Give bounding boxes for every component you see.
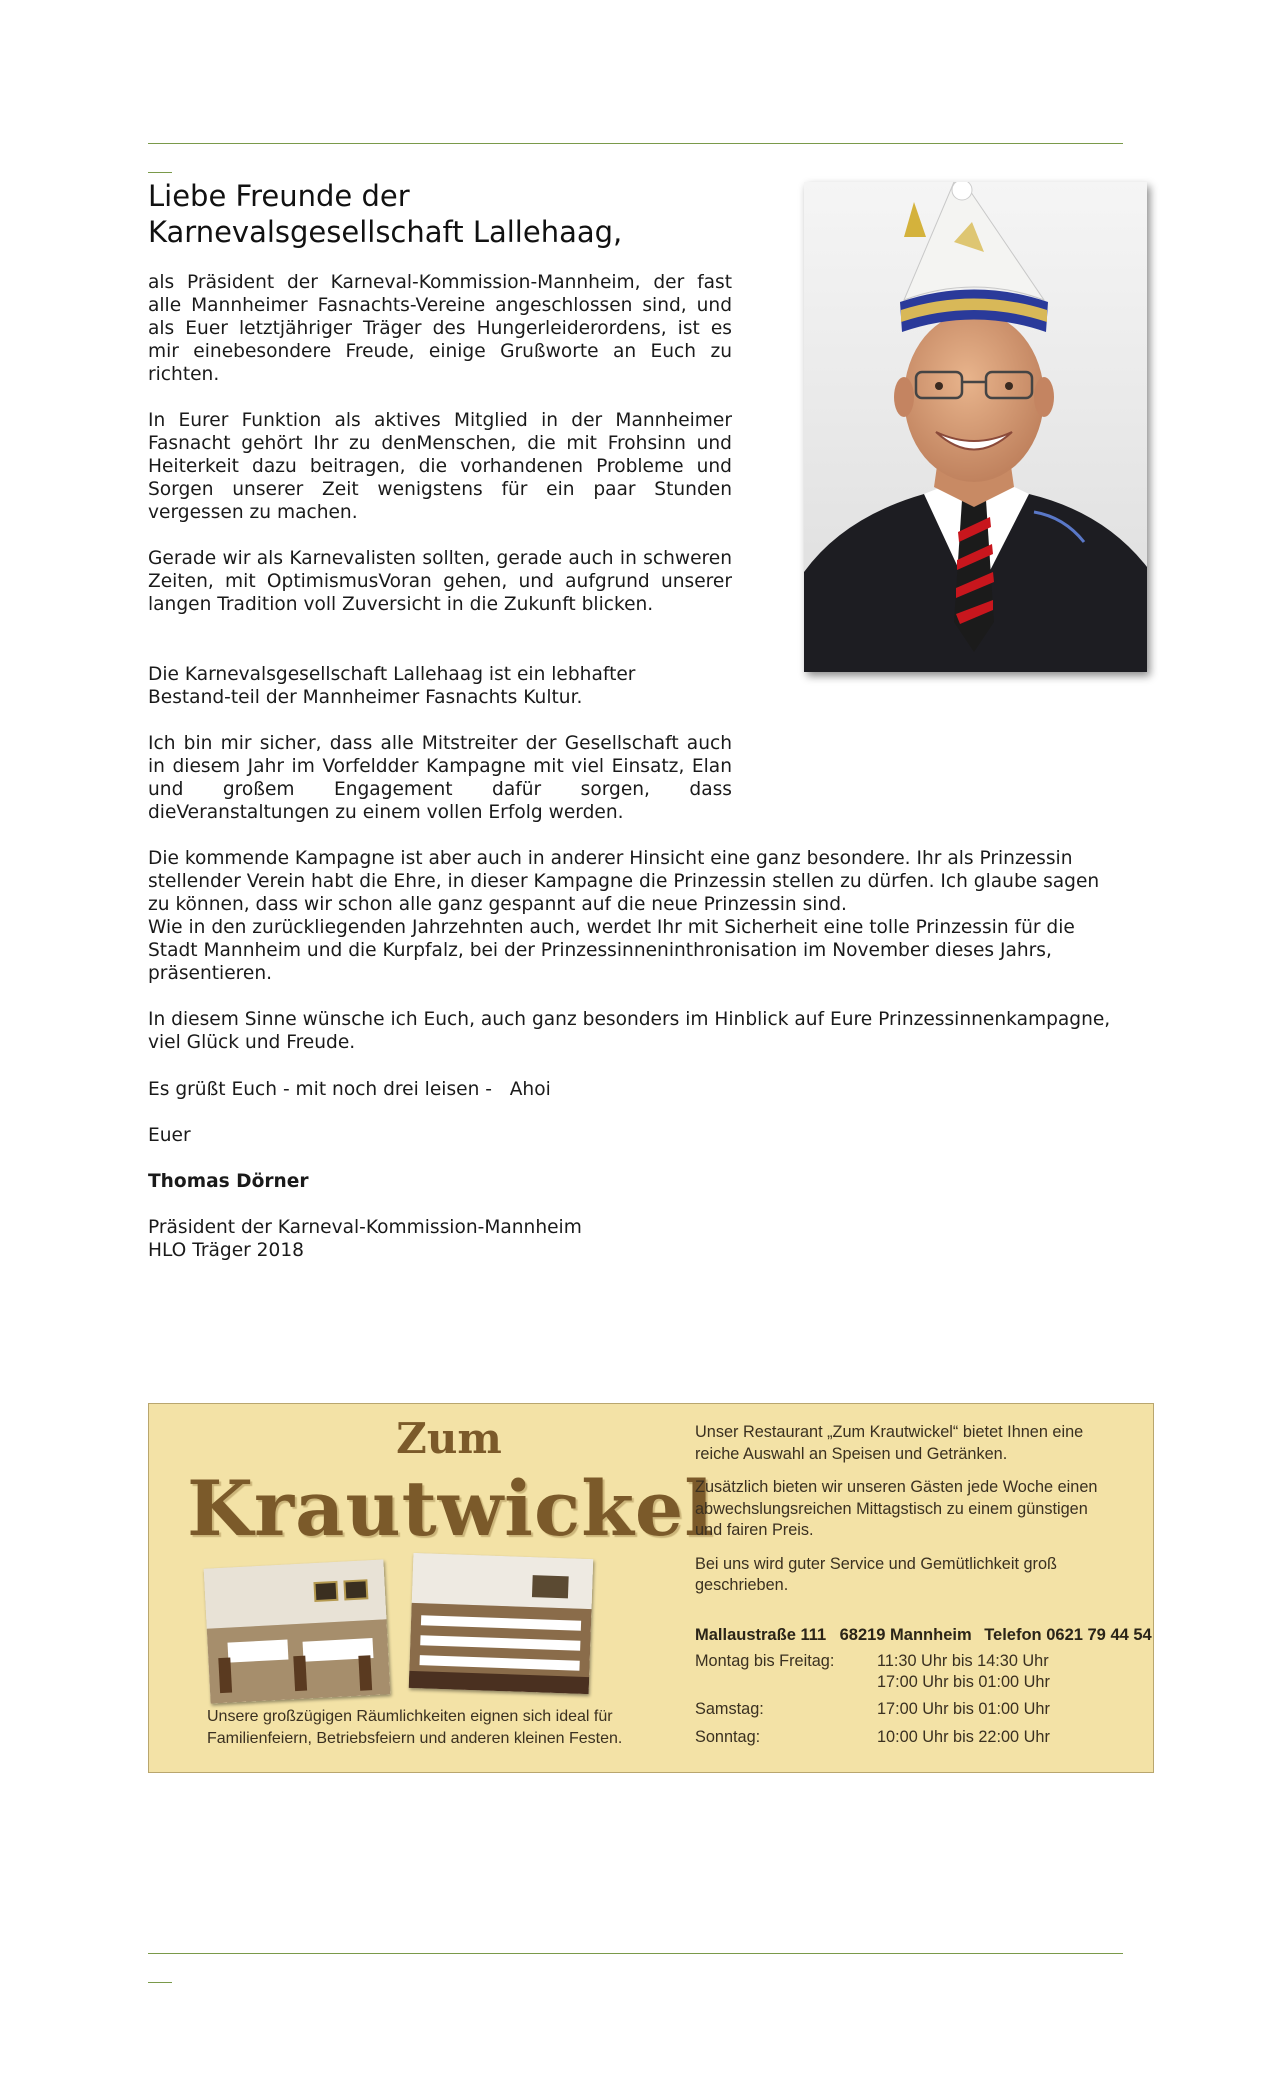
ad-text-2-line-2: abwechslungsreichen Mittagstisch zu einem günstigen [695,1499,1088,1518]
ad-text-1 [695,1422,1135,1465]
ad-caption-line-2: Familienfeiern, Betriebsfeiern und anderen kleinen Festen. [207,1730,623,1747]
paragraph-4-line-1: Die Karnevalsgesellschaft Lallehaag ist ein lebhafter [148,664,636,685]
hours-saturday-time: 17:00 Uhr bis 01:00 Uhr [877,1700,1050,1718]
paragraph-6 [148,847,1133,985]
ad-description [695,1422,1135,1609]
hours-sunday-time: 10:00 Uhr bis 22:00 Uhr [877,1728,1050,1746]
paragraph-6-line-4: Wie in den zurückliegenden Jahrzehnten auch, werdet Ihr mit Sicherheit eine tolle Prinzessin für die [148,917,1075,938]
top-divider [148,143,1123,144]
paragraph-1: als Präsident der Karneval-Kommission-Mannheim, der fast alle Mannheimer Fasnachts-Vereine angeschlossen sind, und als Euer letztjähriger Träger des Hungerleiderordens, ist es mir einebesondere Freude, einige Grußworte an Euch zu richten. [148,272,732,385]
paragraph-2: In Eurer Funktion als aktives Mitglied in der Mannheimer Fasnacht gehört Ihr zu denMenschen, die mit Frohsinn und Heiterkeit dazu beitragen, die vorhandenen Probleme und Sorgen unserer Zeit wenigstens für ein paar Stunden vergessen zu machen. [148,410,732,523]
paragraph-5: Ich bin mir sicher, dass alle Mitstreiter der Gesellschaft auch in diesem Jahr im Vorfeldder Kampagne mit viel Einsatz, Elan und großem Engagement dafür sorgen, dass dieVeranstaltungen zu einem vollen Erfolg werden. [148,733,732,823]
hours-saturday-label: Samstag: [695,1700,764,1718]
ad-text-1-line-1: Unser Restaurant „Zum Krautwickel“ bietet Ihnen eine [695,1423,1084,1441]
restaurant-interior-icon [204,1559,391,1703]
paragraph-6-line-6: präsentieren. [148,963,273,984]
ad-text-2-line-3: und fairen Preis. [695,1521,814,1539]
signature-subtitle: HLO Träger 2018 [148,1240,305,1261]
ad-caption-line-1: Unsere großzügigen Räumlichkeiten eignen sich ideal für [207,1708,613,1725]
ad-text-2-line-1: Zusätzlich bieten wir unseren Gästen jede Woche einen [695,1478,1098,1496]
ad-photo-right [409,1553,594,1694]
paragraph-7-line-2: viel Glück und Freude. [148,1032,356,1053]
paragraph-6-line-2: stellender Verein habt die Ehre, in dieser Kampagne die Prinzessin stellen zu dürfen. Ich glaube sagen [148,871,1100,892]
ad-street: Mallaustraße 111 [695,1626,827,1644]
paragraph-3: Gerade wir als Karnevalisten sollten, gerade auch in schweren Zeiten, mit OptimismusVoran gehen, und aufgrund unserer langen Tradition voll Zuversicht in die Zukunft blicken. [148,548,732,615]
hours-weekdays-time-1: 11:30 Uhr bis 14:30 Uhr [877,1652,1049,1670]
ad-photo-left [204,1559,391,1703]
paragraph-4-line-2: Bestand-teil der Mannheimer Fasnachts Kultur. [148,687,583,708]
hours-sunday-label: Sonntag: [695,1728,761,1746]
ad-caption [207,1706,637,1750]
portrait-photo [804,182,1147,672]
ad-title-small: Zum [396,1414,502,1463]
top-divider-stub [148,172,172,173]
bottom-divider-stub [148,1982,172,1983]
letter-greeting [148,178,748,250]
ad-address [695,1626,1152,1645]
greeting-line-2: Karnevalsgesellschaft Lallehaag, [148,215,623,249]
hours-weekdays-label: Montag bis Freitag: [695,1652,835,1670]
paragraph-6-line-3: zu können, dass wir schon alle ganz gespannt auf die neue Prinzessin sind. [148,894,847,915]
closing-line: Es grüßt Euch - mit noch drei leisen - Ahoi [148,1079,551,1100]
paragraph-7 [148,1008,1133,1054]
hours-weekdays-time-2: 17:00 Uhr bis 01:00 Uhr [877,1673,1050,1691]
signature-block [148,1216,1133,1262]
paragraph-4 [148,663,732,709]
restaurant-advertisement [148,1403,1154,1773]
ad-city: 68219 Mannheim [839,1626,972,1644]
paragraph-6-line-5: Stadt Mannheim und die Kurpfalz, bei der Prinzessinneninthronisation im November dieses Jahrs, [148,940,1052,961]
bottom-divider [148,1953,1123,1954]
ad-text-3: Bei uns wird guter Service und Gemütlichkeit groß geschrieben. [695,1554,1057,1594]
greeting-line-1: Liebe Freunde der [148,179,410,213]
portrait-illustration [804,182,1147,672]
ad-title-big: Krautwickel [187,1464,715,1553]
ad-text-1-line-2: reiche Auswahl an Speisen und Getränken. [695,1444,1008,1463]
ad-phone: Telefon 0621 79 44 54 [984,1626,1152,1644]
closing-euer: Euer [148,1125,191,1146]
signature-title: Präsident der Karneval-Kommission-Mannheim [148,1217,582,1238]
signature-name: Thomas Dörner [148,1171,309,1192]
banquet-hall-icon [409,1553,594,1694]
paragraph-7-line-1: In diesem Sinne wünsche ich Euch, auch ganz besonders im Hinblick auf Eure Prinzessinnenkampagne, [148,1009,1111,1030]
ad-text-2 [695,1477,1135,1542]
paragraph-6-line-1: Die kommende Kampagne ist aber auch in anderer Hinsicht eine ganz besondere. Ihr als Prinzessin [148,848,1073,869]
